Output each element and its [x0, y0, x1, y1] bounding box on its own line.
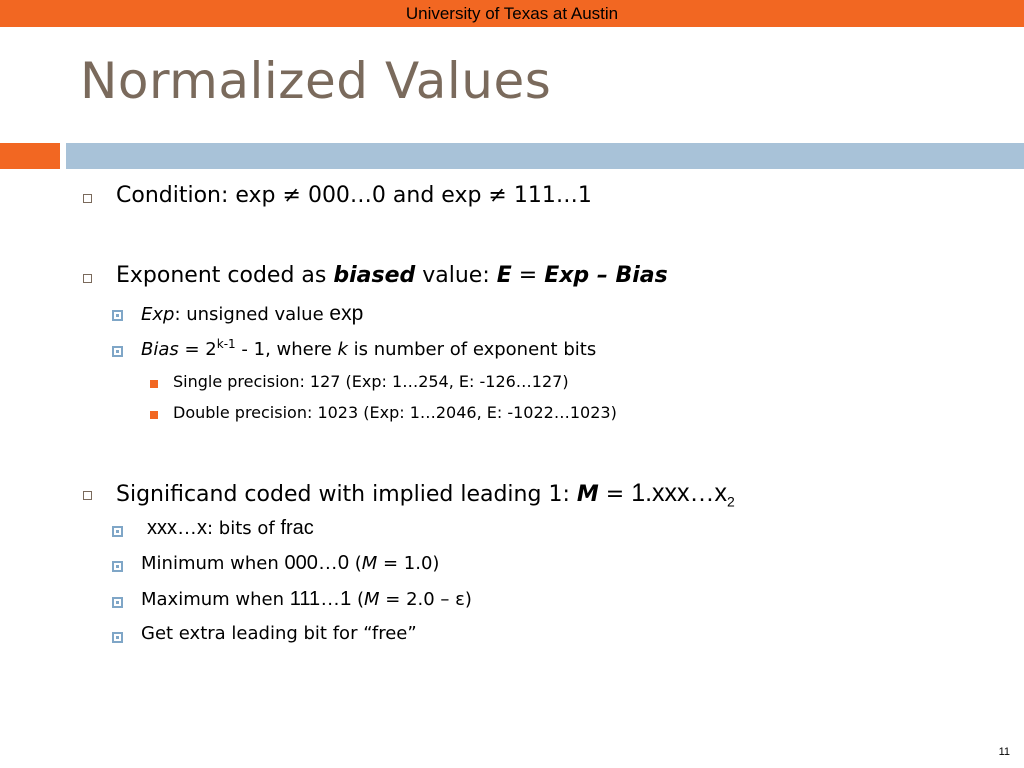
text: ( [348, 553, 362, 574]
bullet-square-icon [112, 597, 123, 608]
text: k-1 [216, 337, 236, 351]
text: frac [280, 517, 314, 539]
bullet-bias-def [141, 337, 596, 360]
bullet-square-icon [83, 194, 92, 203]
text: 000…0 [284, 552, 349, 574]
bullet-square-icon [83, 491, 92, 500]
text: = 1.0) [377, 553, 440, 574]
slide-number: 11 [998, 746, 1010, 758]
bullet-extra-bit: Get extra leading bit for “free” [141, 623, 417, 644]
text: biased [333, 263, 416, 288]
text: E [496, 263, 512, 288]
text: Bias [141, 339, 179, 360]
bullet-frac-bits [147, 517, 314, 540]
text: Exponent coded as [116, 263, 334, 288]
text: = 2.0 – ε) [379, 589, 472, 610]
text: Exp – Bias [544, 263, 668, 288]
text: value: [415, 263, 497, 288]
header-bar [0, 0, 1024, 27]
bullet-square-icon [112, 310, 123, 321]
bullet-exponent [116, 263, 668, 288]
text: - 1, where [235, 339, 338, 360]
bullet-square-icon [83, 274, 92, 283]
text: M [576, 482, 599, 507]
bullet-square-icon [112, 561, 123, 572]
bullet-maximum [141, 588, 472, 611]
text: 2 [727, 493, 735, 510]
bullet-minimum [141, 552, 439, 575]
title-rule [66, 143, 1024, 169]
text: = 2 [178, 339, 217, 360]
bullet-square-icon [150, 411, 158, 419]
bullet-square-icon [112, 632, 123, 643]
text: 111…1 [289, 588, 352, 610]
institution-name: University of Texas at Austin [405, 4, 619, 23]
text: : unsigned value [174, 304, 330, 325]
text: k [337, 339, 348, 360]
bullet-significand [116, 479, 735, 509]
bullet-square-icon [112, 346, 123, 357]
text: is number of exponent bits [347, 339, 597, 360]
bullet-square-icon [150, 380, 158, 388]
bullet-double-precision: Double precision: 1023 (Exp: 1…2046, E: -1022…1023) [173, 403, 617, 422]
text: Significand coded with implied leading 1: [116, 482, 577, 507]
text: exp [329, 302, 364, 325]
slide-title: Normalized Values [80, 52, 552, 110]
text: : bits of [207, 518, 281, 539]
text: Maximum when [141, 589, 290, 610]
bullet-condition: Condition: exp ≠ 000…0 and exp ≠ 111…1 [116, 183, 592, 208]
text: ( [351, 589, 365, 610]
text: Minimum when [141, 553, 285, 574]
text: xxx…x [147, 517, 207, 539]
bullet-square-icon [112, 526, 123, 537]
text: M [361, 553, 378, 574]
text: = [511, 263, 545, 288]
title-rule-accent [0, 143, 60, 169]
bullet-single-precision: Single precision: 127 (Exp: 1…254, E: -126…127) [173, 372, 569, 391]
text: Exp [141, 304, 175, 325]
text: = [598, 482, 632, 507]
text: 1.xxx…x [631, 479, 728, 507]
bullet-exp-def [141, 302, 363, 326]
text: M [364, 589, 380, 610]
